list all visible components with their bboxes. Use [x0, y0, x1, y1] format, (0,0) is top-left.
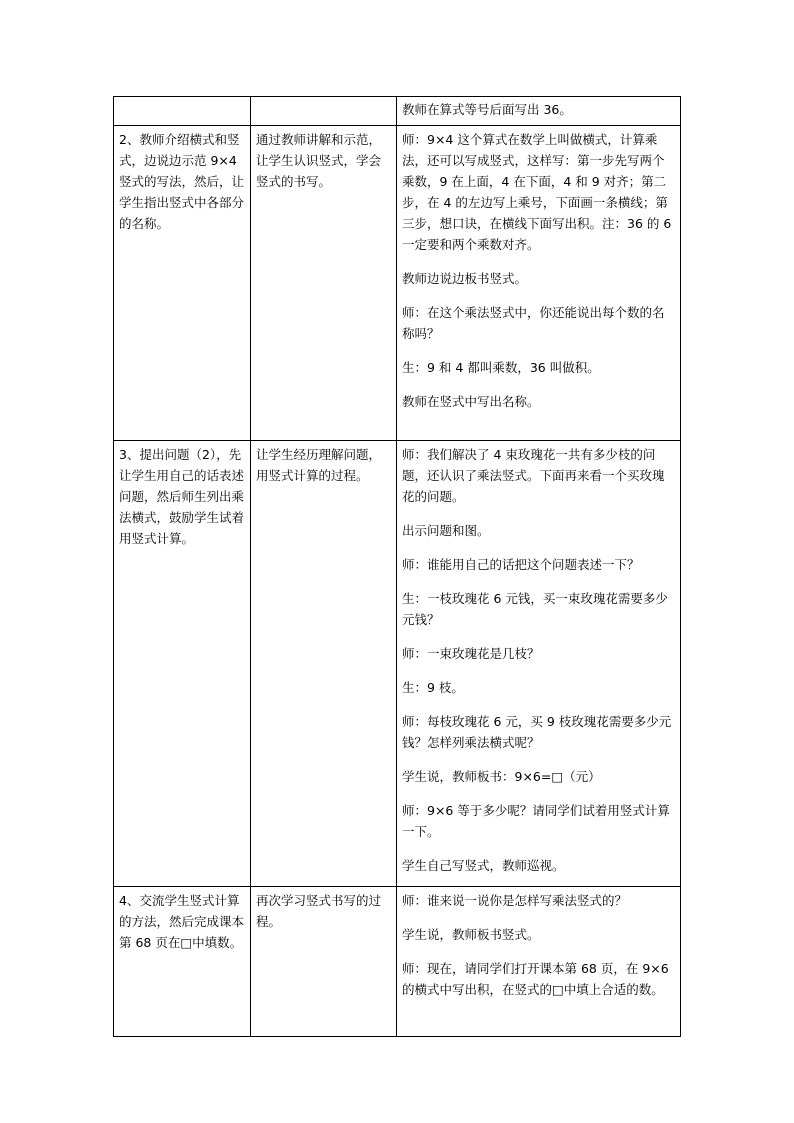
process-line: 师：9×4 这个算式在数学上叫做横式，计算乘法，还可以写成竖式，这样写：第一步先写两个乘数，9 在上面，4 在下面，4 和 9 对齐；第二步，在 4 的左边写上乘号，下面画一条横线；第三步，想口诀，在横线下面写出积。注：36 的 6 一定要和两个乘数对齐。: [402, 132, 672, 252]
process-cell: [397, 97, 681, 126]
process-cell: [397, 126, 681, 441]
process-line: 师：9×6 等于多少呢？请同学们试着用竖式计算一下。: [402, 803, 670, 839]
step-cell: 4、交流学生竖式计算的方法，然后完成课本第 68 页在□中填数。: [114, 887, 251, 1037]
step-cell: 2、教师介绍横式和竖式，边说边示范 9×4 竖式的写法，然后，让学生指出竖式中各部分的名称。: [114, 126, 251, 441]
step-cell: 3、提出问题（2），先让学生用自己的话表述问题，然后师生列出乘法横式，鼓励学生试着用竖式计算。: [114, 441, 251, 887]
process-line: 师：每枝玫瑰花 6 元，买 9 枝玫瑰花需要多少元钱？怎样列乘法横式呢？: [402, 714, 672, 750]
lesson-plan-table: [113, 96, 681, 1037]
process-line: 师：现在，请同学们打开课本第 68 页，在 9×6 的横式中写出积，在竖式的□中填上合适的数。: [402, 961, 669, 997]
table-row: [114, 97, 681, 126]
process-cell: [397, 441, 681, 887]
process-line: 教师在竖式中写出名称。: [402, 394, 540, 409]
process-line: 学生说，教师板书：9×6=□（元）: [402, 769, 601, 784]
table-row: [114, 126, 681, 441]
process-line: 师：谁来说一说你是怎样写乘法竖式的？: [402, 893, 628, 908]
process-cell: [397, 887, 681, 1037]
process-line: 学生自己写竖式，教师巡视。: [402, 858, 565, 873]
process-line: 生：一枝玫瑰花 6 元钱，买一束玫瑰花需要多少元钱？: [402, 591, 668, 627]
process-line: 学生说，教师板书竖式。: [402, 927, 540, 942]
step-cell: [114, 97, 251, 126]
table-row: [114, 887, 681, 1037]
process-line: 师：在这个乘法竖式中，你还能说出每个数的名称吗？: [402, 305, 665, 341]
process-line: 教师边说边板书竖式。: [402, 271, 528, 286]
process-line: 出示问题和图。: [402, 523, 490, 538]
process-line: 师：一束玫瑰花是几枝？: [402, 646, 540, 661]
intent-cell: 让学生经历理解问题，用竖式计算的过程。: [251, 441, 397, 887]
table-row: [114, 441, 681, 887]
intent-cell: 通过教师讲解和示范，让学生认识竖式，学会竖式的书写。: [251, 126, 397, 441]
process-line: 教师在算式等号后面写出 36。: [402, 102, 572, 117]
process-line: 生：9 枝。: [402, 680, 464, 695]
process-line: 师：谁能用自己的话把这个问题表述一下？: [402, 557, 640, 572]
intent-cell: [251, 97, 397, 126]
process-line: 生：9 和 4 都叫乘数，36 叫做积。: [402, 360, 600, 375]
process-line: 师：我们解决了 4 束玫瑰花一共有多少枝的问题，还认识了乘法竖式。下面再来看一个买玫瑰花的问题。: [402, 447, 665, 504]
intent-cell: 再次学习竖式书写的过程。: [251, 887, 397, 1037]
